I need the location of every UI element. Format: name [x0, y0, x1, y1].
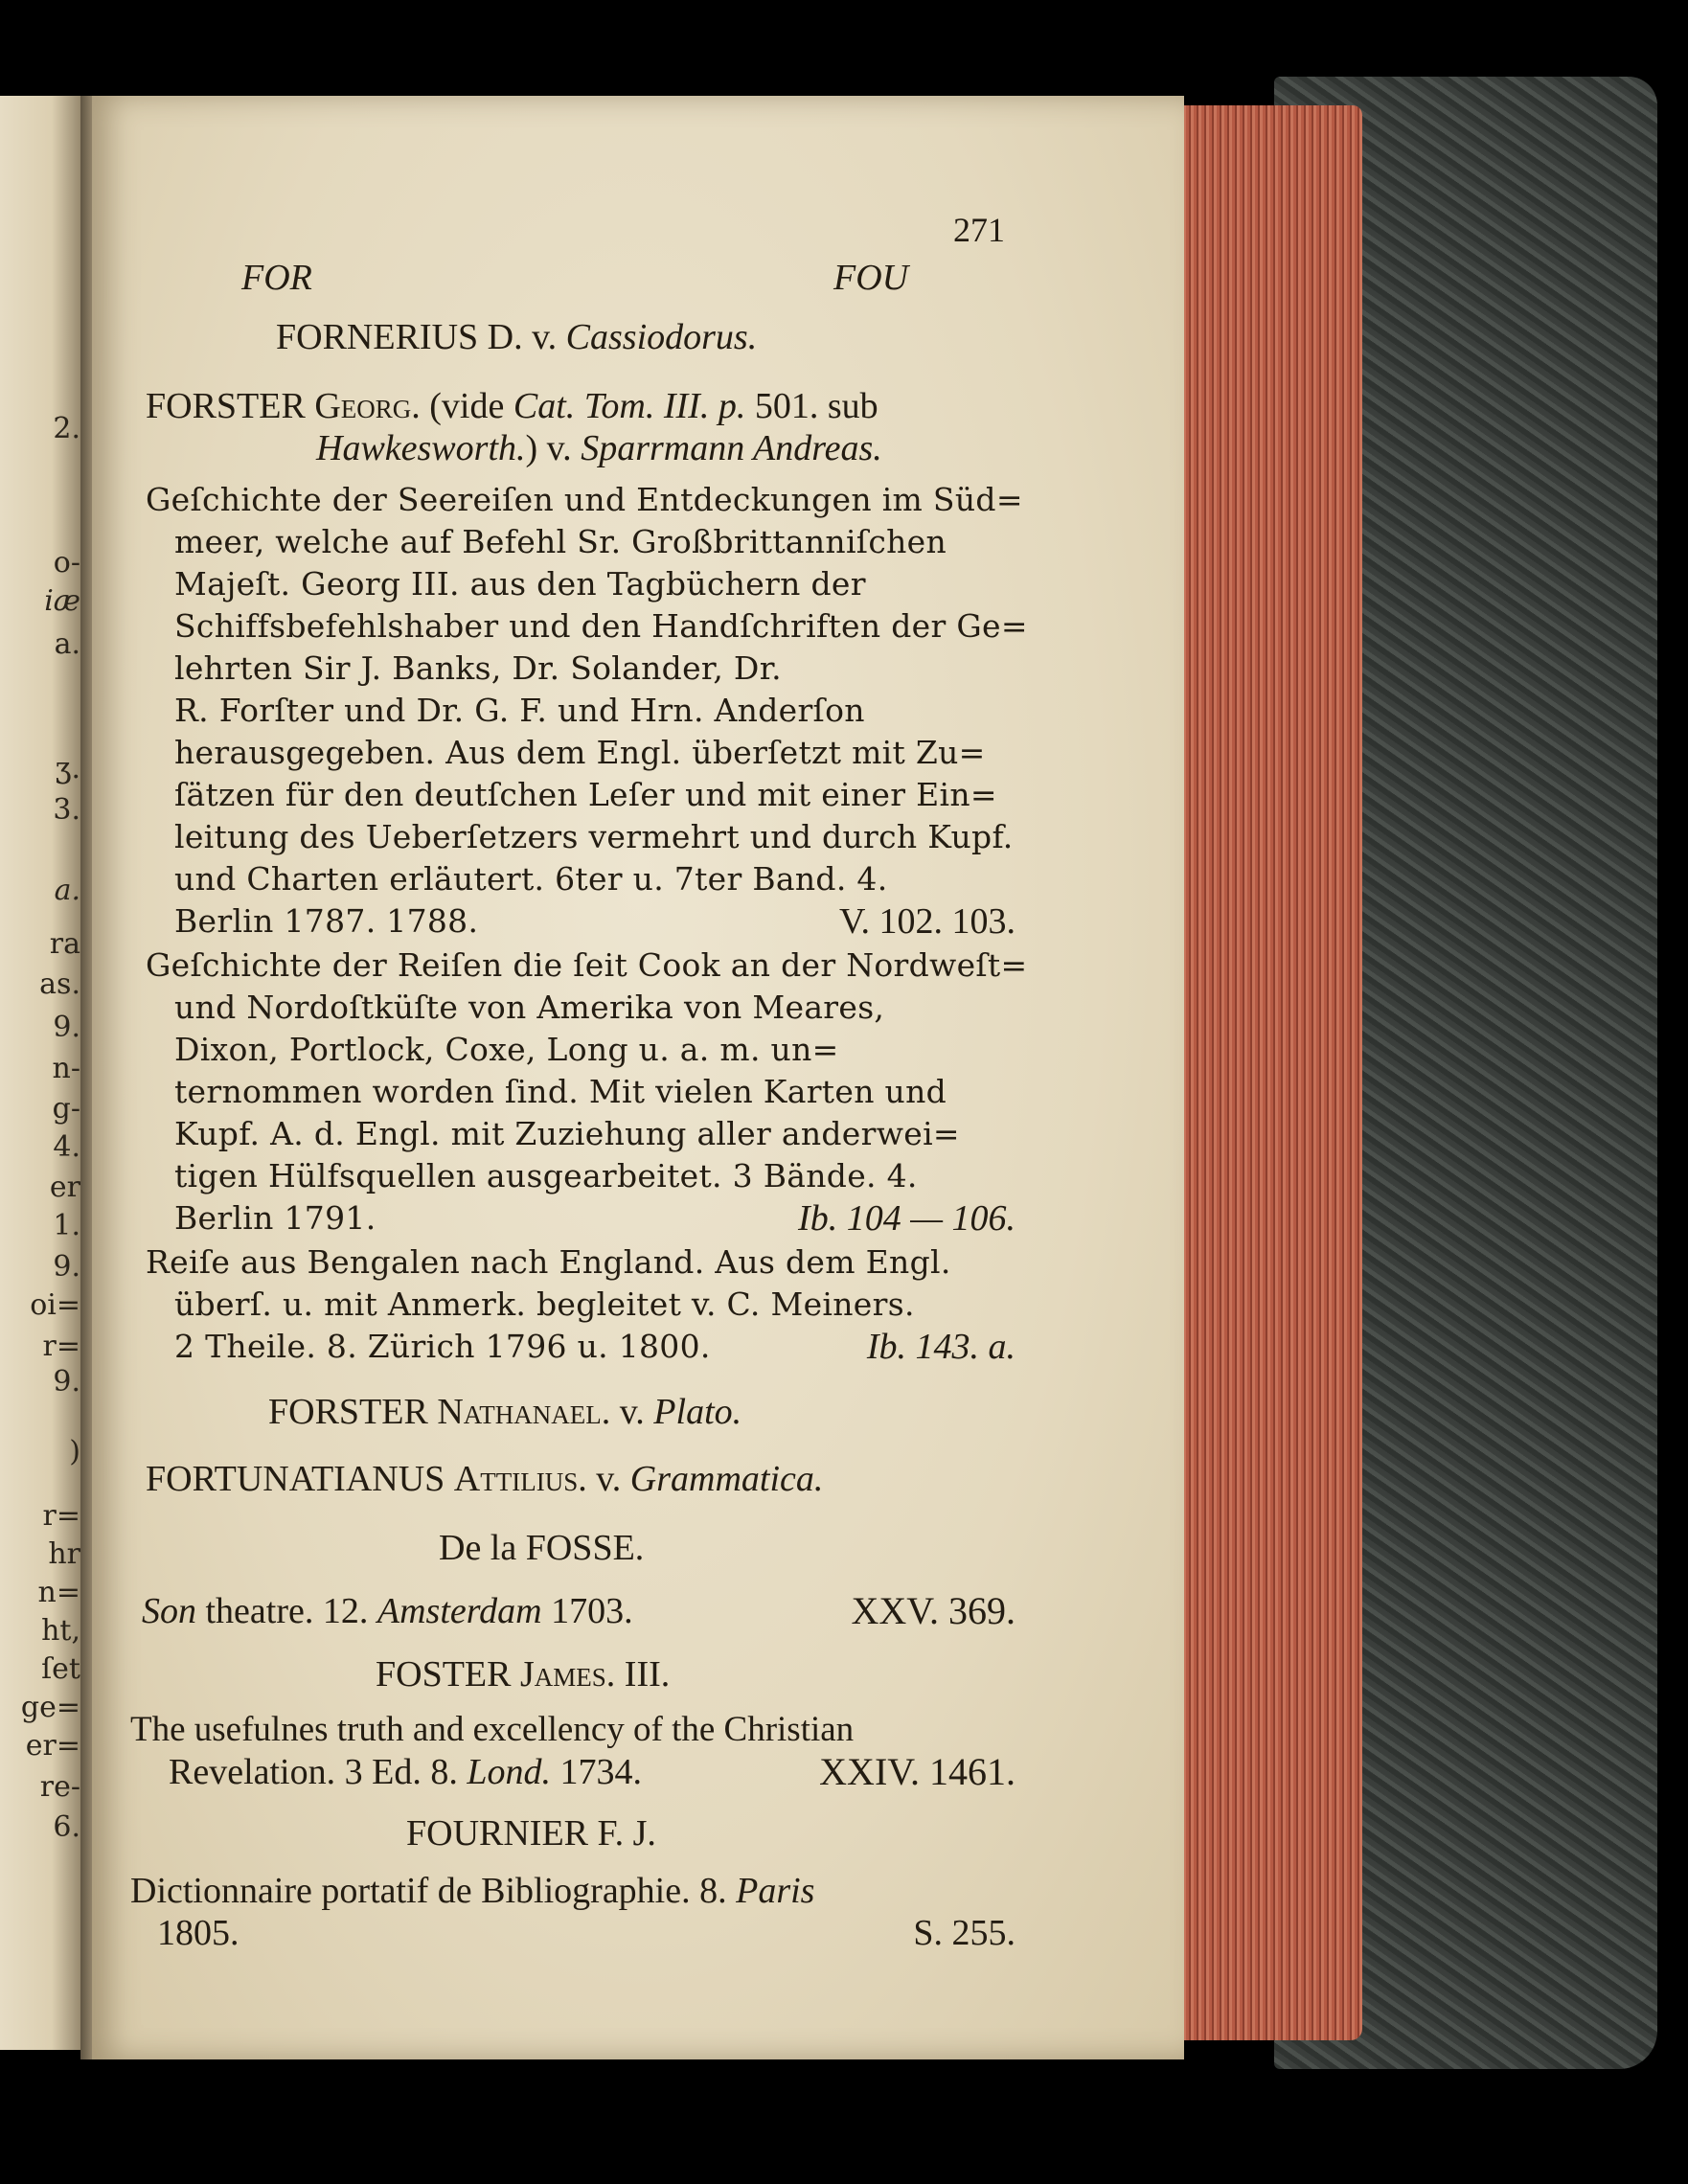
entry-suffix: III. [624, 1654, 671, 1695]
entry-firstname: Attilius. [453, 1459, 587, 1499]
entry-imprint: 2 Theile. 8. Zürich 1796 u. 1800. [174, 1328, 711, 1365]
left-fragment: ʒ. [55, 752, 80, 785]
imprint-year: 1805. [157, 1913, 240, 1953]
left-fragment: hr [48, 1537, 80, 1571]
see-catalogue: Cat. Tom. III. p. [513, 386, 746, 426]
entry-name: FORNERIUS D. [276, 317, 523, 357]
entry-heading [146, 385, 878, 427]
entry-text-line: und Nordoſtküſte von Amerika von Meares, [174, 989, 885, 1026]
left-fragment: re- [39, 1770, 80, 1804]
see-number: 501. sub [754, 386, 878, 426]
entry-ref: v. [619, 1392, 645, 1432]
left-fragment: 1. [53, 1209, 80, 1242]
entry-name: FORSTER [146, 386, 306, 426]
left-fragment: ht, [41, 1614, 80, 1648]
running-head-right: FOU [833, 258, 909, 298]
left-fragment: 9. [53, 1250, 80, 1284]
entry-name: FOSTER [376, 1654, 512, 1695]
entry-text-line: ternommen worden ſind. Mit vielen Karten und [174, 1073, 947, 1110]
entry-ref: v. [532, 317, 558, 357]
entry-heading: FOURNIER F. J. [406, 1813, 656, 1854]
left-fragment: ſet [41, 1652, 80, 1686]
entry-text-line: Geſchichte der Seereiſen und Entdeckungen im Süd= [146, 481, 1023, 518]
entry-title-line [130, 1870, 814, 1912]
entry-heading [276, 316, 757, 358]
left-fragment: n= [37, 1576, 80, 1609]
entry-text-line: lehrten Sir J. Banks, Dr. Solander, Dr. [174, 649, 782, 687]
entry-text-line: Majeſt. Georg III. aus den Tagbüchern der [174, 565, 866, 603]
see-also: (vide [429, 386, 505, 426]
entry-title-line [142, 1590, 633, 1632]
entry-firstname: Georg. [314, 386, 421, 426]
entry-see-line [316, 427, 882, 469]
entry-text-line: herausgegeben. Aus dem Engl. überſetzt mit Zu= [174, 734, 986, 771]
entry-text-line: Schiffsbefehlshaber und den Handſchriften der Ge= [174, 607, 1028, 645]
left-fragment: a. [54, 874, 80, 907]
entry-target: Cassiodorus. [565, 317, 758, 357]
entry-firstname: James. [519, 1654, 616, 1695]
entry-heading [146, 1458, 823, 1500]
entry-text-line: meer, welche auf Befehl Sr. Großbrittanniſchen [174, 523, 947, 560]
entry-text-line: R. Forſter und Dr. G. F. und Hrn. Anderſon [174, 692, 865, 729]
left-fragment: 6. [53, 1810, 80, 1844]
left-fragment: r= [42, 1330, 80, 1363]
entry-text-line: Reiſe aus Bengalen nach England. Aus dem Engl. [146, 1243, 951, 1281]
entry-text-line: tigen Hülfsquellen ausgearbeitet. 3 Bände. 4. [174, 1157, 918, 1194]
left-fragment: 9. [53, 1365, 80, 1399]
see-target: Sparrmann Andreas. [581, 428, 882, 468]
entry-text-line: Kupf. A. d. Engl. mit Zuziehung aller anderwei= [174, 1115, 960, 1152]
entry-heading: De la FOSSE. [439, 1528, 645, 1568]
imprint-place: Paris [736, 1871, 815, 1911]
title-word: Son [142, 1591, 196, 1631]
left-fragment: er= [25, 1729, 80, 1763]
left-fragment: ) [69, 1435, 80, 1468]
left-fragment: iæ [44, 584, 80, 618]
left-fragment: a. [54, 627, 80, 661]
entry-name: FORTUNATIANUS [146, 1459, 445, 1499]
entry-heading [268, 1391, 741, 1433]
shelfmark: V. 102. 103. [838, 901, 1015, 942]
entry-text-line: und Charten erläutert. 6ter u. 7ter Band. 4. [174, 860, 888, 898]
entry-target: Plato. [653, 1392, 742, 1432]
left-fragment: n- [52, 1052, 80, 1085]
title-text: theatre. 12. [205, 1591, 369, 1631]
see-name: Hawkesworth. [316, 428, 526, 468]
entry-title-line: The usefulnes truth and excellency of the Christian [130, 1710, 855, 1749]
entry-text-line: Geſchichte der Reiſen die ſeit Cook an der Nordweſt= [146, 946, 1028, 984]
left-fragment: er [49, 1171, 80, 1204]
shelfmark: Ib. 104 — 106. [798, 1198, 1015, 1239]
imprint-year: 1734. [559, 1752, 642, 1792]
shelfmark: XXV. 369. [851, 1589, 1015, 1632]
left-fragment: 2. [53, 412, 80, 445]
left-fragment: r= [42, 1499, 80, 1533]
shelfmark: Ib. 143. a. [866, 1327, 1015, 1367]
left-fragment: ge= [20, 1691, 80, 1724]
imprint-place: Amsterdam [376, 1591, 542, 1631]
entry-text-line: leitung des Ueberſetzers vermehrt und durch Kupf. [174, 818, 1014, 855]
left-fragment: oi= [30, 1288, 80, 1322]
entry-text-line: überſ. u. mit Anmerk. begleitet v. C. Meiners. [174, 1285, 915, 1323]
entry-text-line: Dixon, Portlock, Coxe, Long u. a. m. un= [174, 1031, 839, 1068]
left-fragment: 9. [53, 1011, 80, 1044]
left-fragment: 4. [53, 1130, 80, 1164]
entry-imprint: Berlin 1791. [174, 1199, 376, 1237]
imprint-place: Lond. [467, 1752, 551, 1792]
left-fragment: ra [49, 927, 80, 961]
entry-imprint: Berlin 1787. 1788. [174, 902, 479, 940]
imprint-year: 1703. [551, 1591, 633, 1631]
left-fragment: 3. [53, 793, 80, 827]
entry-ref: v. [596, 1459, 622, 1499]
left-fragment: as. [39, 967, 80, 1001]
entry-name: FORSTER [268, 1392, 428, 1432]
entry-text-line: ſätzen für den deutſchen Leſer und mit einer Ein= [174, 776, 997, 813]
entry-heading [376, 1653, 670, 1695]
page-number: 271 [953, 211, 1005, 249]
title-text: Dictionnaire portatif de Bibliographie. 8. [130, 1871, 727, 1911]
entry-title-line [169, 1751, 642, 1793]
entry-target: Grammatica. [629, 1459, 824, 1499]
see-ref: ) v. [525, 428, 572, 468]
left-fragment: o- [53, 546, 80, 580]
shelfmark: XXIV. 1461. [819, 1750, 1015, 1793]
entry-firstname: Nathanael. [437, 1392, 611, 1432]
title-text: Revelation. 3 Ed. 8. [169, 1752, 458, 1792]
page-edges [1171, 105, 1362, 2040]
running-head-left: FOR [241, 258, 312, 298]
left-fragment: g- [52, 1092, 80, 1126]
shelfmark: S. 255. [913, 1913, 1015, 1953]
